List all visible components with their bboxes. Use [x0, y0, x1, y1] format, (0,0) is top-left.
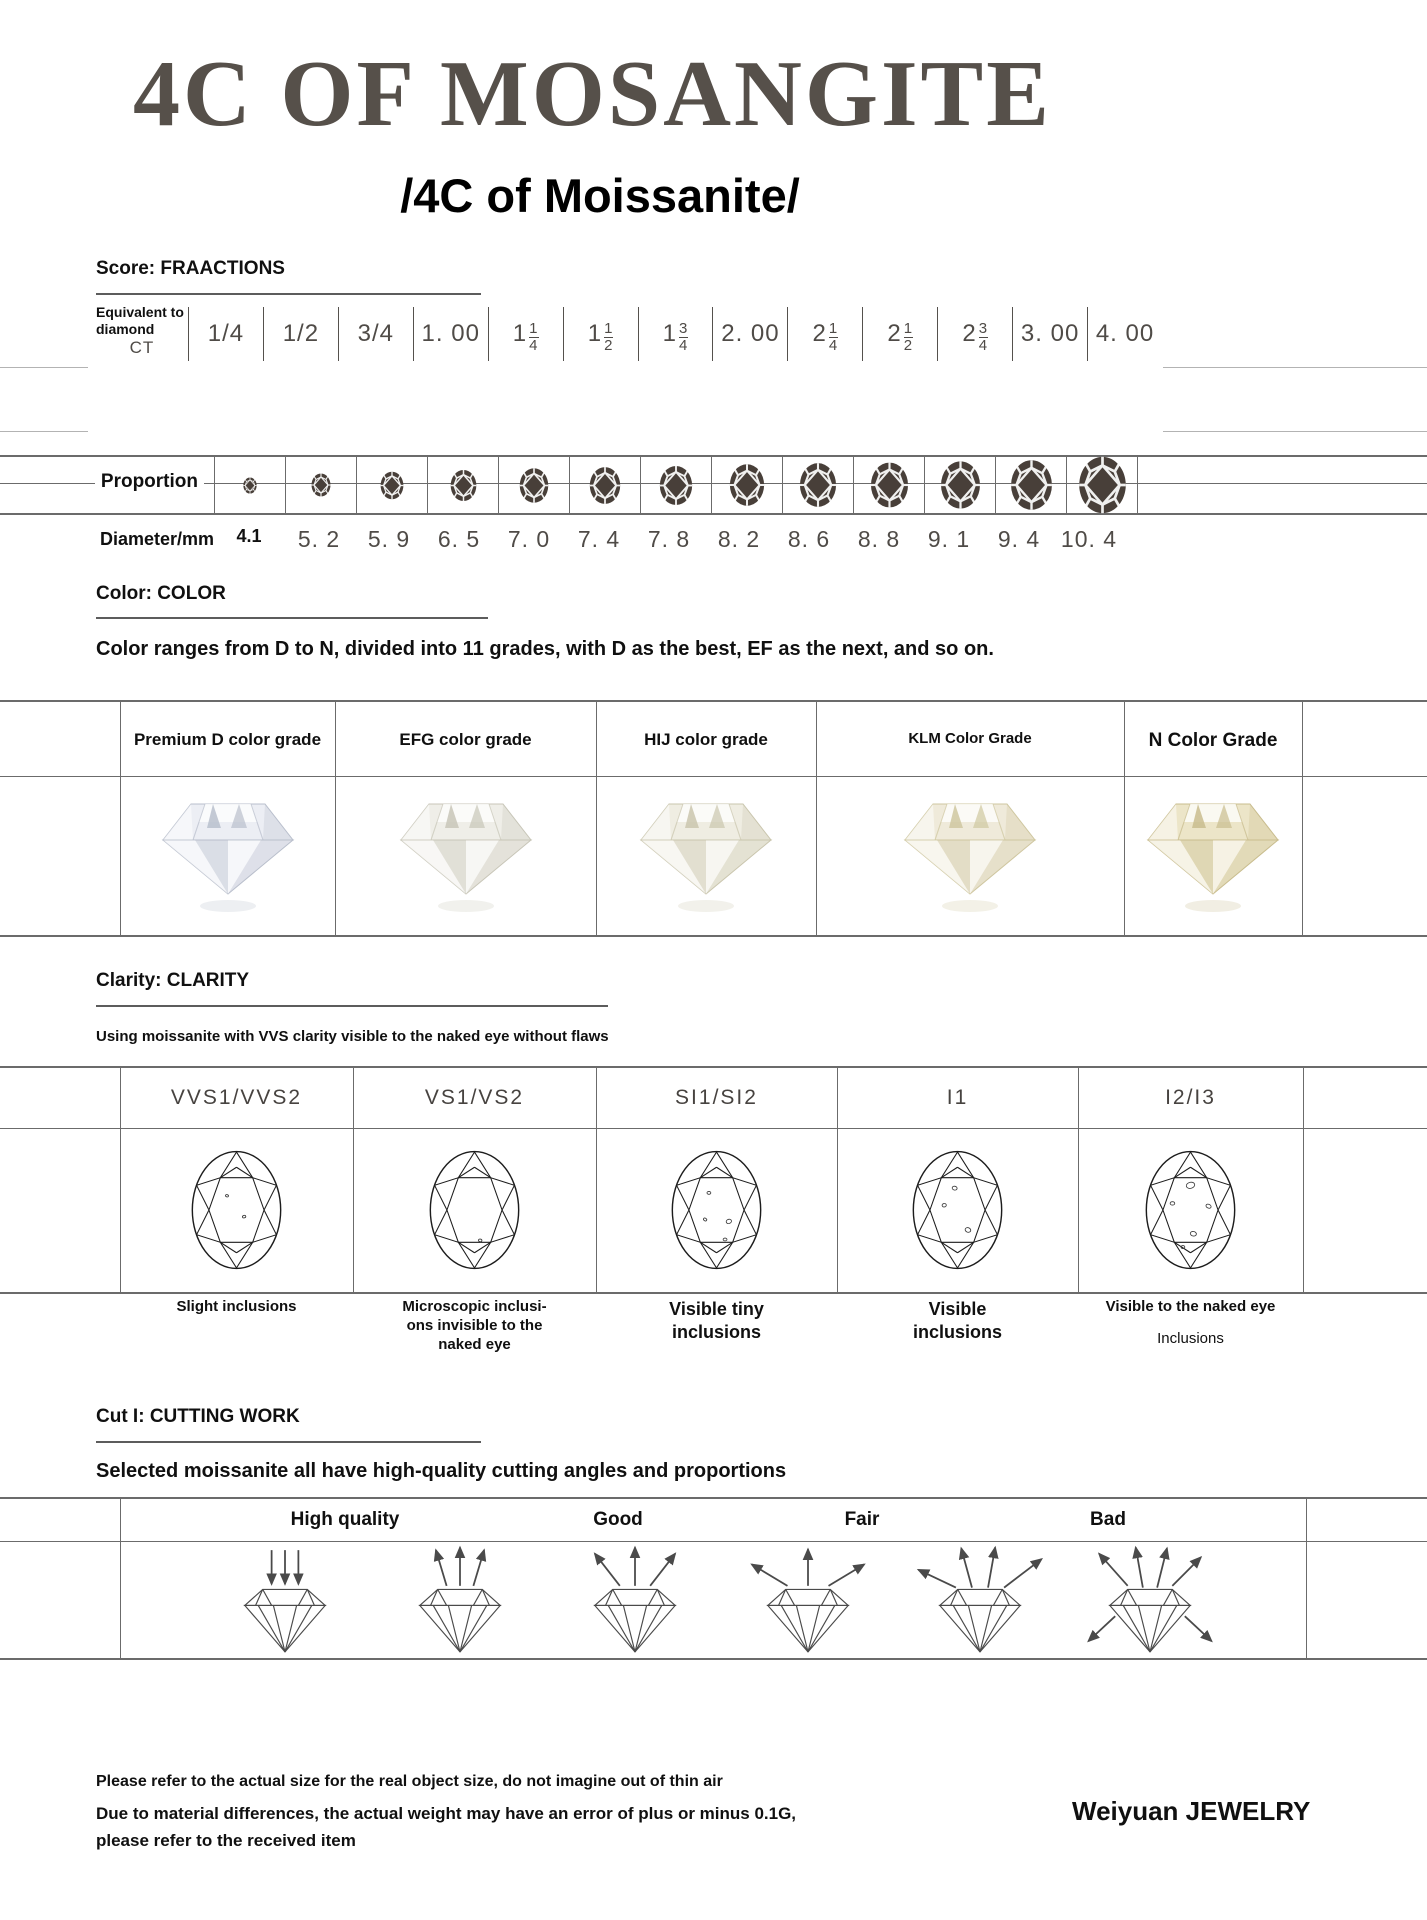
carat-value-cell: 1/2	[263, 307, 338, 361]
clarity-diagram	[189, 1148, 284, 1272]
cut-quality-table	[0, 1497, 1427, 1660]
diameter-value: 7. 4	[577, 525, 621, 552]
proportion-label: Proportion	[95, 471, 204, 493]
clarity-caption: Slight inclusions	[176, 1298, 297, 1315]
proportion-gem-icon	[311, 473, 331, 497]
diameter-value: 9. 4	[997, 525, 1041, 552]
diameter-value: 8. 2	[717, 525, 761, 552]
clarity-grade-label: I2/I3	[1165, 1086, 1216, 1109]
color-gem-cell	[895, 788, 1045, 921]
color-gem-image	[895, 788, 1045, 916]
clarity-grade-label: VS1/VS2	[424, 1086, 525, 1109]
cut-diagram-fair-return	[733, 1543, 883, 1659]
clarity-caption-sub: Inclusions	[1157, 1329, 1224, 1347]
proportion-row	[0, 455, 1427, 515]
clarity-grade-table	[0, 1066, 1427, 1294]
cut-diagram-full-return	[385, 1543, 535, 1659]
carat-value-cell: 2 $\frac{1}{2}$	[862, 307, 937, 361]
diameter-value: 7. 0	[507, 525, 551, 552]
color-gem-cell	[1138, 788, 1288, 921]
table-vline	[120, 1499, 121, 1658]
table-hline	[0, 776, 1427, 777]
clarity-caption: Microscopic inclusi- ons invisible to the naked eye	[402, 1298, 547, 1353]
brand-name: Weiyuan JEWELRY	[1072, 1796, 1311, 1826]
page-subtitle: /4C of Moissanite/	[400, 169, 800, 222]
clarity-grade-label: VVS1/VVS2	[170, 1086, 303, 1109]
cut-description: Selected moissanite all have high-quality cutting angles and proportions	[96, 1460, 787, 1482]
proportion-gem-icon	[729, 463, 765, 507]
table-rule-stub	[0, 431, 88, 432]
table-rule-stub	[1163, 431, 1427, 432]
clarity-diagram	[1143, 1148, 1238, 1272]
proportion-gem-icon	[799, 462, 837, 508]
carat-value-cell: 4. 00	[1087, 307, 1162, 361]
clarity-diagram-cell	[189, 1148, 284, 1277]
clarity-grade-label: SI1/SI2	[675, 1086, 758, 1109]
score-rule	[96, 293, 481, 295]
footer-note-2: Due to material differences, the actual weight may have an error of plus or minus 0.1G,	[96, 1804, 797, 1823]
clarity-diagram	[669, 1148, 764, 1272]
proportion-cell	[427, 457, 498, 513]
table-hline	[0, 1128, 1427, 1129]
color-grade-label: KLM Color Grade	[908, 730, 1032, 747]
proportion-cell	[285, 457, 356, 513]
clarity-rule	[96, 1005, 608, 1007]
color-gem-image	[391, 788, 541, 916]
proportion-gem-icon	[870, 461, 909, 509]
footer-note-3: please refer to the received item	[96, 1831, 356, 1850]
proportion-cell	[214, 457, 285, 513]
carat-row	[96, 302, 1162, 366]
carat-label-unit: CT	[129, 338, 155, 358]
carat-label-line2: diamond	[96, 320, 155, 337]
proportion-gem-icon	[1010, 459, 1053, 511]
proportion-cell	[853, 457, 924, 513]
carat-value-cell: 1/4	[188, 307, 263, 361]
proportion-gem-icon	[243, 477, 257, 494]
carat-label-line1: Equivalent to	[96, 304, 184, 320]
diameter-value: 9. 1	[927, 525, 971, 552]
proportion-gem-icon	[1078, 455, 1127, 515]
cut-diagram-cell	[560, 1543, 710, 1664]
carat-value-cell: 1 $\frac{3}{4}$	[638, 307, 713, 361]
clarity-grade-label: I1	[946, 1086, 969, 1109]
proportion-cell	[569, 457, 640, 513]
cut-quality-label: Bad	[1090, 1509, 1126, 1530]
clarity-diagram-cell	[669, 1148, 764, 1277]
clarity-diagram-cell	[427, 1148, 522, 1277]
proportion-cell	[640, 457, 711, 513]
proportion-cell	[711, 457, 782, 513]
carat-value-cell: 2. 00	[712, 307, 787, 361]
clarity-caption: Visible inclusions	[912, 1299, 1002, 1343]
carat-value-cell: 3/4	[338, 307, 413, 361]
cut-diagram-poor-return	[905, 1543, 1055, 1659]
cut-diagram-cell	[210, 1543, 360, 1664]
diameter-value: 7. 8	[647, 525, 691, 552]
clarity-diagram	[427, 1148, 522, 1272]
color-gem-image	[153, 788, 303, 916]
color-gem-image	[1138, 788, 1288, 916]
clarity-diagram-cell	[910, 1148, 1005, 1277]
proportion-gem-icon	[659, 465, 693, 506]
table-hline	[0, 1541, 1427, 1542]
color-grade-label: EFG color grade	[399, 730, 532, 749]
proportion-gem-icon	[380, 471, 404, 500]
proportion-filler-cell	[1137, 457, 1427, 513]
cut-quality-label: Good	[593, 1509, 643, 1530]
clarity-heading: Clarity: CLARITY	[96, 970, 250, 991]
clarity-diagram	[910, 1148, 1005, 1272]
carat-value-cell: 1. 00	[413, 307, 488, 361]
cut-diagram-light-absorbed	[210, 1543, 360, 1659]
table-rule-stub	[1163, 367, 1427, 368]
color-rule	[96, 617, 488, 619]
carat-value-cell: 2 $\frac{3}{4}$	[937, 307, 1012, 361]
carat-value-cell: 1 $\frac{1}{4}$	[488, 307, 563, 361]
diameter-value: 4.1	[236, 525, 262, 546]
color-gem-cell	[631, 788, 781, 921]
clarity-diagram-cell	[1143, 1148, 1238, 1277]
proportion-cell	[498, 457, 569, 513]
diameter-value: 6. 5	[437, 525, 481, 552]
diameter-value: 8. 6	[787, 525, 831, 552]
color-gem-cell	[391, 788, 541, 921]
proportion-cell	[782, 457, 853, 513]
color-grade-label: N Color Grade	[1148, 730, 1278, 751]
cut-heading: Cut I: CUTTING WORK	[96, 1406, 300, 1427]
carat-value-cell: 3. 00	[1012, 307, 1087, 361]
diameter-values	[214, 526, 1124, 553]
table-vline	[1306, 1499, 1307, 1658]
cut-diagram-cell	[733, 1543, 883, 1664]
proportion-cell	[1066, 457, 1137, 513]
cut-quality-label: High quality	[290, 1509, 400, 1530]
score-heading: Score: FRAACTIONS	[96, 258, 285, 279]
cut-diagram-cell	[1075, 1543, 1225, 1664]
diameter-row	[0, 518, 1427, 560]
clarity-caption: Visible to the naked eye Inclusions	[1076, 1298, 1306, 1349]
diameter-value: 10. 4	[1060, 525, 1118, 552]
carat-value-cell: 2 $\frac{1}{4}$	[787, 307, 862, 361]
carat-values	[188, 302, 1162, 366]
color-description: Color ranges from D to N, divided into 11 grades, with D as the best, EF as the next, and so on.	[96, 638, 994, 660]
diameter-value: 8. 8	[857, 525, 901, 552]
cut-rule	[96, 1441, 481, 1443]
diameter-value: 5. 2	[297, 525, 341, 552]
color-grade-label: Premium D color grade	[133, 730, 322, 749]
color-gem-image	[631, 788, 781, 916]
clarity-caption: Visible tiny inclusions	[669, 1299, 764, 1343]
proportion-gem-icon	[519, 467, 549, 504]
carat-equivalent-label	[96, 302, 188, 366]
footer-note-1: Please refer to the actual size for the real object size, do not imagine out of thin air	[96, 1773, 723, 1790]
diameter-label: Diameter/mm	[99, 528, 214, 549]
proportion-gem-icon	[450, 469, 477, 502]
diameter-value: 5. 9	[367, 525, 411, 552]
color-grade-label: HIJ color grade	[644, 730, 768, 749]
cut-diagram-good-return	[560, 1543, 710, 1659]
cut-diagram-cell	[905, 1543, 1055, 1664]
color-gem-cell	[153, 788, 303, 921]
table-rule-stub	[0, 367, 88, 368]
proportion-label-cell	[0, 457, 214, 513]
color-grade-table	[0, 700, 1427, 937]
proportion-gem-icon	[940, 460, 981, 510]
proportion-gem-icon	[589, 466, 621, 505]
carat-value-cell: 1 $\frac{1}{2}$	[563, 307, 638, 361]
proportion-cell	[356, 457, 427, 513]
proportion-cell	[995, 457, 1066, 513]
cut-diagram-cell	[385, 1543, 535, 1664]
cut-diagram-light-leakage	[1075, 1543, 1225, 1659]
clarity-description: Using moissanite with VVS clarity visible to the naked eye without flaws	[96, 1028, 609, 1045]
page-title: 4C OF MOSANGITE	[133, 42, 1052, 146]
cut-quality-label: Fair	[844, 1509, 880, 1530]
color-heading: Color: COLOR	[96, 583, 226, 604]
proportion-cells	[214, 457, 1427, 513]
proportion-cell	[924, 457, 995, 513]
